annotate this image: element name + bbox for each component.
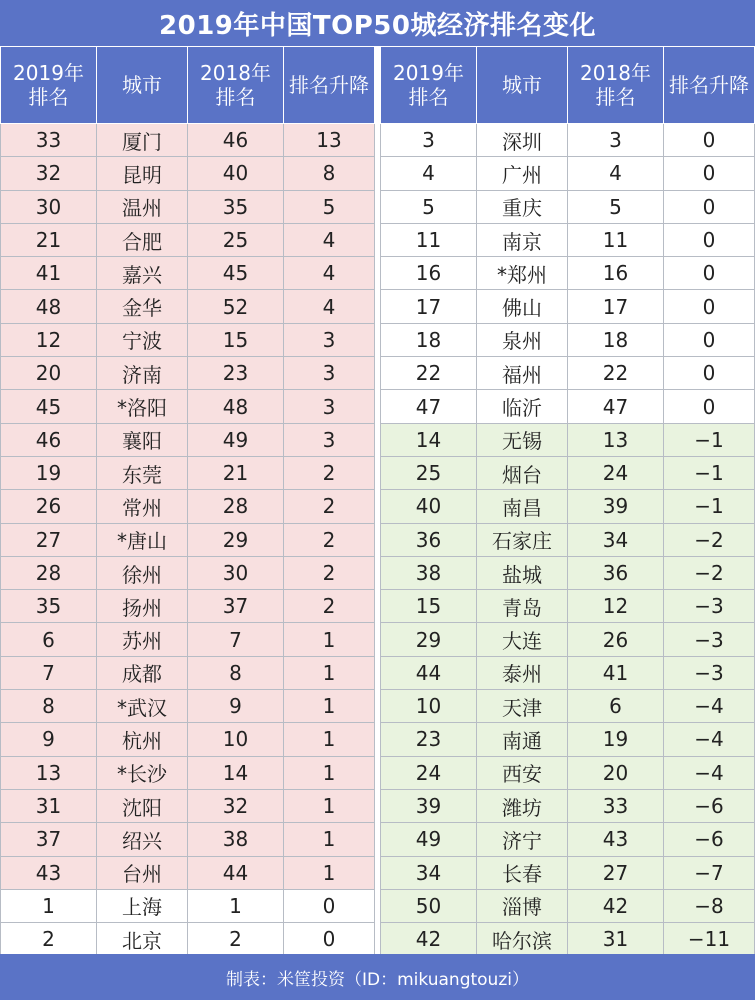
cell-rank2018: 49	[188, 423, 284, 456]
table-row	[1, 456, 375, 489]
cell-rank2018: 36	[568, 556, 664, 589]
cell-rank2018: 6	[568, 690, 664, 723]
cell-change: −6	[664, 823, 755, 856]
cell-rank2019: 10	[381, 690, 477, 723]
cell-rank2018: 20	[568, 756, 664, 789]
cell-city: 合肥	[97, 223, 188, 256]
cell-rank2019: 38	[381, 556, 477, 589]
cell-rank2018: 7	[188, 623, 284, 656]
cell-rank2018: 40	[188, 157, 284, 190]
cell-change: 3	[284, 423, 375, 456]
table-row	[1, 257, 375, 290]
table-row	[1, 756, 375, 789]
cell-rank2019: 1	[1, 889, 97, 922]
cell-rank2019: 17	[381, 290, 477, 323]
cell-rank2019: 41	[1, 257, 97, 290]
cell-rank2019: 13	[1, 756, 97, 789]
table-row	[1, 789, 375, 822]
cell-city: 佛山	[477, 290, 568, 323]
cell-city: 广州	[477, 157, 568, 190]
table-row	[1, 223, 375, 256]
cell-rank2019: 43	[1, 856, 97, 889]
cell-rank2018: 38	[188, 823, 284, 856]
table-row	[381, 157, 755, 190]
cell-change: 0	[664, 290, 755, 323]
cell-change: 1	[284, 856, 375, 889]
cell-rank2018: 48	[188, 390, 284, 423]
cell-rank2018: 45	[188, 257, 284, 290]
table-row	[1, 390, 375, 423]
cell-city: 南昌	[477, 490, 568, 523]
cell-rank2019: 12	[1, 323, 97, 356]
cell-city: 重庆	[477, 190, 568, 223]
tables-container	[0, 46, 755, 954]
cell-rank2018: 52	[188, 290, 284, 323]
cell-city: 宁波	[97, 323, 188, 356]
table-row	[381, 556, 755, 589]
cell-rank2019: 5	[381, 190, 477, 223]
cell-change: −3	[664, 590, 755, 623]
cell-change: 2	[284, 590, 375, 623]
cell-change: 0	[664, 190, 755, 223]
cell-change: −2	[664, 556, 755, 589]
cell-city: *长沙	[97, 756, 188, 789]
cell-rank2019: 30	[1, 190, 97, 223]
cell-city: *洛阳	[97, 390, 188, 423]
right-header-row	[381, 47, 755, 124]
cell-rank2019: 19	[1, 456, 97, 489]
cell-rank2019: 20	[1, 357, 97, 390]
cell-rank2018: 5	[568, 190, 664, 223]
cell-change: −4	[664, 690, 755, 723]
cell-change: −1	[664, 490, 755, 523]
cell-rank2019: 35	[1, 590, 97, 623]
cell-change: 2	[284, 556, 375, 589]
table-row	[381, 723, 755, 756]
table-row	[1, 157, 375, 190]
header-rank2018: 2018年 排名	[188, 47, 284, 124]
cell-city: 济宁	[477, 823, 568, 856]
cell-change: 0	[284, 889, 375, 922]
cell-change: 4	[284, 223, 375, 256]
cell-rank2019: 36	[381, 523, 477, 556]
table-row	[1, 556, 375, 589]
cell-rank2018: 3	[568, 124, 664, 157]
cell-rank2019: 15	[381, 590, 477, 623]
cell-rank2018: 10	[188, 723, 284, 756]
cell-change: 0	[664, 390, 755, 423]
table-row	[1, 490, 375, 523]
table-row	[381, 889, 755, 922]
cell-rank2019: 11	[381, 223, 477, 256]
header-city: 城市	[477, 47, 568, 124]
cell-change: 0	[664, 223, 755, 256]
table-row	[1, 823, 375, 856]
cell-city: 常州	[97, 490, 188, 523]
cell-rank2019: 23	[381, 723, 477, 756]
table-row	[1, 357, 375, 390]
cell-city: 长春	[477, 856, 568, 889]
cell-rank2019: 34	[381, 856, 477, 889]
footer-credit: 制表：米筐投资（ID：mikuangtouzi）	[0, 954, 755, 1000]
cell-change: 2	[284, 456, 375, 489]
cell-rank2018: 35	[188, 190, 284, 223]
cell-change: 4	[284, 290, 375, 323]
cell-rank2018: 19	[568, 723, 664, 756]
page-title: 2019年中国TOP50城经济排名变化	[0, 0, 755, 46]
cell-city: *武汉	[97, 690, 188, 723]
cell-rank2018: 30	[188, 556, 284, 589]
cell-change: 1	[284, 623, 375, 656]
cell-rank2019: 28	[1, 556, 97, 589]
cell-rank2019: 22	[381, 357, 477, 390]
cell-change: −11	[664, 923, 755, 956]
cell-change: 1	[284, 656, 375, 689]
cell-rank2019: 2	[1, 923, 97, 956]
table-row	[381, 923, 755, 956]
table-row	[381, 124, 755, 157]
cell-rank2019: 26	[1, 490, 97, 523]
cell-rank2018: 26	[568, 623, 664, 656]
cell-city: 潍坊	[477, 789, 568, 822]
table-row	[381, 690, 755, 723]
cell-rank2018: 28	[188, 490, 284, 523]
cell-rank2018: 17	[568, 290, 664, 323]
cell-rank2019: 40	[381, 490, 477, 523]
cell-rank2018: 24	[568, 456, 664, 489]
table-row	[1, 124, 375, 157]
cell-change: 8	[284, 157, 375, 190]
header-change: 排名升降	[284, 47, 375, 124]
table-row	[1, 523, 375, 556]
cell-rank2018: 15	[188, 323, 284, 356]
cell-city: 济南	[97, 357, 188, 390]
cell-rank2019: 29	[381, 623, 477, 656]
cell-city: *郑州	[477, 257, 568, 290]
cell-rank2018: 18	[568, 323, 664, 356]
cell-city: 临沂	[477, 390, 568, 423]
table-row	[381, 290, 755, 323]
cell-city: 厦门	[97, 124, 188, 157]
table-row	[381, 190, 755, 223]
cell-change: 0	[664, 124, 755, 157]
cell-rank2019: 24	[381, 756, 477, 789]
table-row	[1, 690, 375, 723]
table-row	[381, 323, 755, 356]
cell-city: 襄阳	[97, 423, 188, 456]
cell-city: 北京	[97, 923, 188, 956]
cell-city: 台州	[97, 856, 188, 889]
header-change: 排名升降	[664, 47, 755, 124]
cell-city: 哈尔滨	[477, 923, 568, 956]
cell-city: 泰州	[477, 656, 568, 689]
cell-rank2019: 46	[1, 423, 97, 456]
cell-change: 13	[284, 124, 375, 157]
cell-city: 上海	[97, 889, 188, 922]
cell-rank2019: 3	[381, 124, 477, 157]
cell-rank2019: 50	[381, 889, 477, 922]
cell-change: −3	[664, 623, 755, 656]
cell-change: −8	[664, 889, 755, 922]
table-row	[381, 390, 755, 423]
cell-city: 青岛	[477, 590, 568, 623]
cell-rank2019: 31	[1, 789, 97, 822]
header-rank2019: 2019年 排名	[381, 47, 477, 124]
cell-rank2019: 4	[381, 157, 477, 190]
cell-rank2019: 32	[1, 157, 97, 190]
cell-city: 沈阳	[97, 789, 188, 822]
cell-change: 4	[284, 257, 375, 290]
table-row	[1, 423, 375, 456]
cell-change: 0	[284, 923, 375, 956]
cell-city: 深圳	[477, 124, 568, 157]
table-row	[381, 623, 755, 656]
right-table-body	[381, 124, 755, 956]
cell-rank2018: 39	[568, 490, 664, 523]
cell-change: 0	[664, 357, 755, 390]
cell-rank2018: 9	[188, 690, 284, 723]
cell-rank2018: 33	[568, 789, 664, 822]
cell-rank2018: 12	[568, 590, 664, 623]
cell-rank2018: 29	[188, 523, 284, 556]
cell-rank2018: 11	[568, 223, 664, 256]
right-ranking-table	[380, 46, 755, 956]
table-row	[381, 490, 755, 523]
cell-change: −7	[664, 856, 755, 889]
cell-rank2018: 4	[568, 157, 664, 190]
table-row	[381, 257, 755, 290]
table-row	[1, 290, 375, 323]
cell-rank2018: 47	[568, 390, 664, 423]
cell-rank2019: 9	[1, 723, 97, 756]
cell-rank2019: 25	[381, 456, 477, 489]
cell-rank2018: 2	[188, 923, 284, 956]
table-row	[381, 656, 755, 689]
table-row	[1, 723, 375, 756]
cell-city: 南通	[477, 723, 568, 756]
cell-rank2019: 7	[1, 656, 97, 689]
cell-change: −4	[664, 723, 755, 756]
cell-rank2018: 22	[568, 357, 664, 390]
cell-city: *唐山	[97, 523, 188, 556]
cell-city: 大连	[477, 623, 568, 656]
cell-city: 嘉兴	[97, 257, 188, 290]
table-row	[381, 523, 755, 556]
cell-change: −1	[664, 456, 755, 489]
cell-change: 0	[664, 257, 755, 290]
cell-change: −2	[664, 523, 755, 556]
cell-change: −4	[664, 756, 755, 789]
table-row	[381, 823, 755, 856]
table-row	[1, 856, 375, 889]
left-header-row	[1, 47, 375, 124]
cell-rank2018: 34	[568, 523, 664, 556]
cell-city: 石家庄	[477, 523, 568, 556]
cell-rank2019: 42	[381, 923, 477, 956]
cell-change: 5	[284, 190, 375, 223]
cell-city: 泉州	[477, 323, 568, 356]
cell-rank2018: 43	[568, 823, 664, 856]
cell-rank2018: 32	[188, 789, 284, 822]
cell-rank2019: 39	[381, 789, 477, 822]
cell-rank2018: 25	[188, 223, 284, 256]
cell-city: 苏州	[97, 623, 188, 656]
cell-rank2018: 37	[188, 590, 284, 623]
header-rank2019: 2019年 排名	[1, 47, 97, 124]
cell-city: 淄博	[477, 889, 568, 922]
cell-change: −1	[664, 423, 755, 456]
cell-city: 盐城	[477, 556, 568, 589]
cell-change: 1	[284, 823, 375, 856]
table-row	[1, 190, 375, 223]
cell-rank2018: 44	[188, 856, 284, 889]
table-row	[1, 590, 375, 623]
left-ranking-table	[0, 46, 375, 956]
cell-rank2019: 16	[381, 257, 477, 290]
cell-rank2018: 31	[568, 923, 664, 956]
cell-rank2019: 48	[1, 290, 97, 323]
cell-change: 0	[664, 323, 755, 356]
cell-rank2018: 16	[568, 257, 664, 290]
cell-rank2019: 45	[1, 390, 97, 423]
cell-rank2018: 21	[188, 456, 284, 489]
cell-rank2018: 46	[188, 124, 284, 157]
cell-city: 无锡	[477, 423, 568, 456]
cell-city: 徐州	[97, 556, 188, 589]
cell-rank2019: 8	[1, 690, 97, 723]
cell-rank2019: 44	[381, 656, 477, 689]
cell-city: 福州	[477, 357, 568, 390]
table-row	[381, 456, 755, 489]
cell-rank2019: 27	[1, 523, 97, 556]
table-row	[381, 357, 755, 390]
cell-rank2018: 42	[568, 889, 664, 922]
cell-change: −6	[664, 789, 755, 822]
table-row	[1, 656, 375, 689]
cell-change: 3	[284, 323, 375, 356]
table-row	[381, 789, 755, 822]
cell-rank2018: 1	[188, 889, 284, 922]
cell-city: 金华	[97, 290, 188, 323]
table-row	[1, 889, 375, 922]
cell-change: 1	[284, 690, 375, 723]
cell-city: 温州	[97, 190, 188, 223]
cell-rank2018: 14	[188, 756, 284, 789]
cell-change: 0	[664, 157, 755, 190]
cell-city: 绍兴	[97, 823, 188, 856]
cell-rank2018: 23	[188, 357, 284, 390]
header-city: 城市	[97, 47, 188, 124]
cell-change: 3	[284, 357, 375, 390]
table-row	[1, 923, 375, 956]
cell-city: 南京	[477, 223, 568, 256]
table-row	[381, 856, 755, 889]
table-row	[381, 756, 755, 789]
cell-city: 昆明	[97, 157, 188, 190]
cell-city: 成都	[97, 656, 188, 689]
cell-city: 扬州	[97, 590, 188, 623]
table-row	[381, 223, 755, 256]
cell-rank2018: 41	[568, 656, 664, 689]
cell-rank2019: 49	[381, 823, 477, 856]
cell-change: 2	[284, 490, 375, 523]
cell-city: 烟台	[477, 456, 568, 489]
cell-city: 杭州	[97, 723, 188, 756]
cell-rank2019: 21	[1, 223, 97, 256]
cell-rank2019: 47	[381, 390, 477, 423]
cell-change: 1	[284, 723, 375, 756]
cell-rank2019: 37	[1, 823, 97, 856]
cell-rank2019: 18	[381, 323, 477, 356]
cell-rank2018: 13	[568, 423, 664, 456]
cell-change: 1	[284, 789, 375, 822]
cell-change: −3	[664, 656, 755, 689]
table-row	[1, 323, 375, 356]
table-row	[1, 623, 375, 656]
cell-rank2018: 27	[568, 856, 664, 889]
cell-rank2019: 33	[1, 124, 97, 157]
cell-city: 东莞	[97, 456, 188, 489]
cell-change: 2	[284, 523, 375, 556]
left-table-body	[1, 124, 375, 956]
cell-change: 3	[284, 390, 375, 423]
header-rank2018: 2018年 排名	[568, 47, 664, 124]
cell-change: 1	[284, 756, 375, 789]
table-row	[381, 590, 755, 623]
cell-rank2019: 14	[381, 423, 477, 456]
cell-rank2019: 6	[1, 623, 97, 656]
cell-city: 西安	[477, 756, 568, 789]
table-row	[381, 423, 755, 456]
cell-rank2018: 8	[188, 656, 284, 689]
cell-city: 天津	[477, 690, 568, 723]
